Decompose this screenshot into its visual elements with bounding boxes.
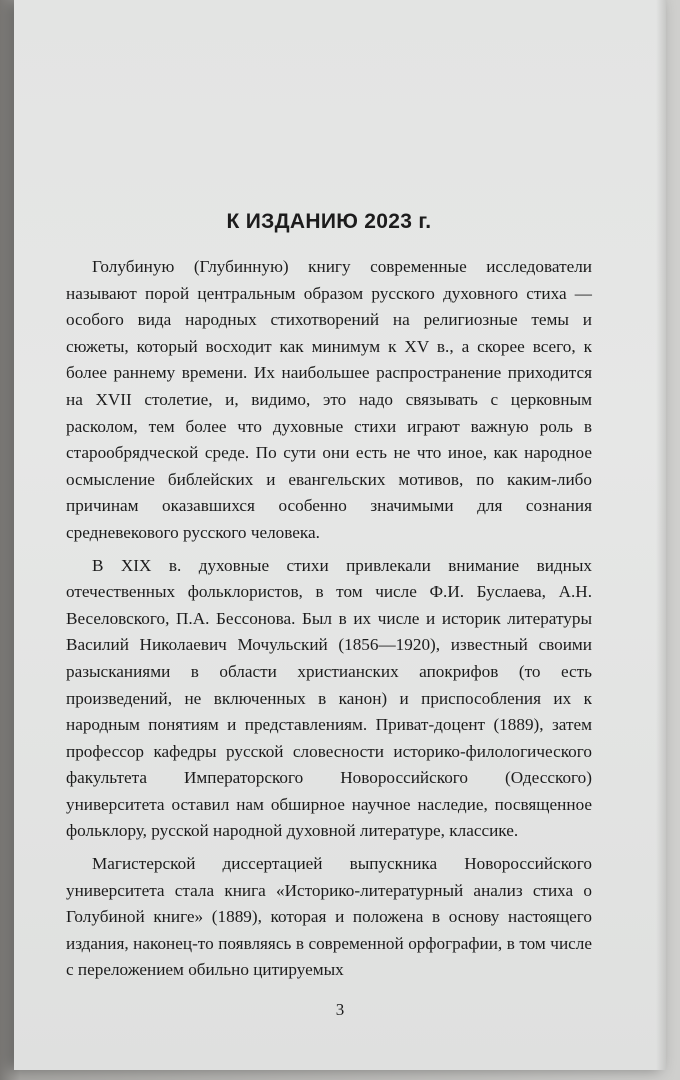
section-heading: К ИЗДАНИЮ 2023 г. [226, 210, 432, 233]
paragraph-1: Голубиную (Глубинную) книгу современные исследователи называют порой центральным образом русского духовного стиха — особого вида народных стихотворений на религиозные темы и сюжеты, который восходит как минимум к XV в., а скорее всего, к более раннему времени. Их наибольшее распространение приходится на XVII столетие, и, видимо, это надо связывать с церковным расколом, тем более что духовные стихи играют важную роль в старообрядческой среде. По сути они есть не что иное, как народное осмысление библейских и евангельских мотивов, по каким-либо причинам оказавшихся особенно значимыми для сознания средневекового русского человека. [66, 257, 592, 542]
page-number: 3 [335, 1000, 345, 1019]
paragraph-2: В XIX в. духовные стихи привлекали внимание видных отечественных фольклористов, в том числе Ф.И. Буслаева, А.Н. Веселовского, П.А. Бессонова. Был в их числе и историк литературы Василий Николаевич Мочульский (1856—1920), известный своими разысканиями в области христианских апокрифов (то есть произведений, не включенных в канон) и приспособления их к народным понятиям и представлениям. Приват-доцент (1889), затем профессор кафедры русской словесности историко-филологического факультета Императорского Новороссийского (Одесского) университета оставил нам обширное научное наследие, посвященное фольклору, русской народной духовной литературе, классике. [66, 555, 592, 841]
paragraph-3: Магистерской диссертацией выпускника Новороссийского университета стала книга «Историко-литературный анализ стиха о Голубиной книге» (1889), которая и положена в основу настоящего издания, наконец-то появляясь в современной орфографии, в том числе с переложением обильно цитируемых [66, 854, 592, 980]
page-text-block [66, 210, 592, 990]
book-page [14, 0, 666, 1070]
